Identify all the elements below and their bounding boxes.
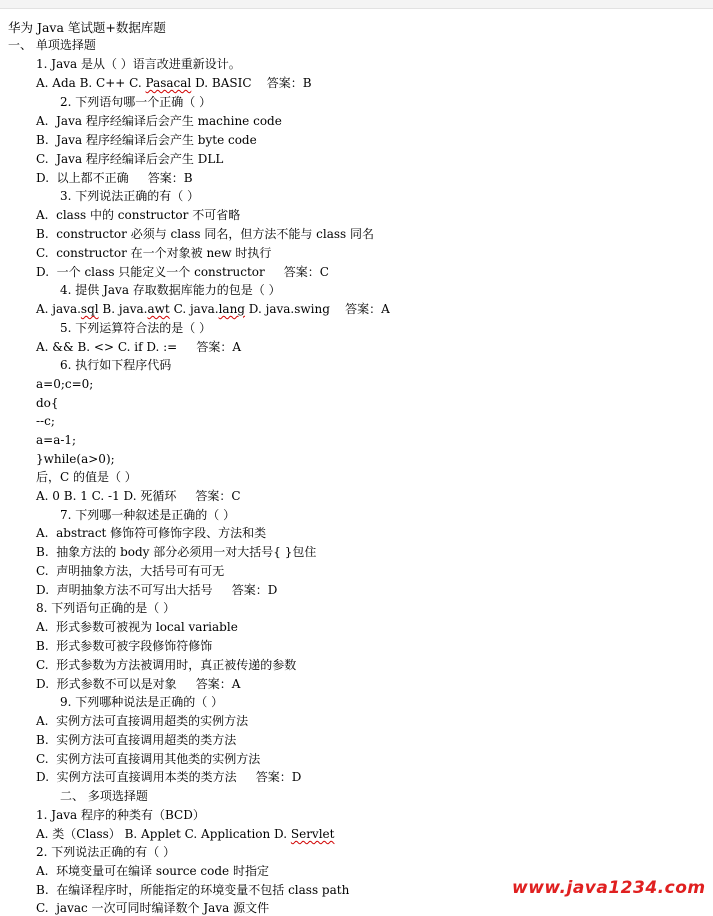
spellcheck-word: lang [218,302,245,316]
option-line: C. Java 程序经编译后会产生 DLL [36,152,224,166]
section-heading: 一、 单项选择题 [8,38,96,52]
option-line: A. class 中的 constructor 不可省略 [36,208,241,222]
option-line: B. 形式参数可被字段修饰符修饰 [36,639,213,653]
option-line: C. constructor 在一个对象被 new 时执行 [36,246,272,260]
question-6-prompt: 后，C 的值是（ ） [36,470,137,484]
question-4-options [36,301,390,317]
question-1-options [36,75,312,91]
text-segment: C. java. [169,302,219,316]
text-segment: D. java.swing 答案：A [244,302,390,316]
code-line: --c; [36,414,55,428]
option-line: A. Java 程序经编译后会产生 machine code [36,114,282,128]
option-line: B. 抽象方法的 body 部分必须用一对大括号{ }包住 [36,545,317,559]
option-line: C. 实例方法可直接调用其他类的实例方法 [36,752,261,766]
section-heading: 二、 多项选择题 [60,789,148,803]
option-line: C. 声明抽象方法，大括号可有可无 [36,564,225,578]
multi-question-1-options [36,826,334,842]
spellcheck-word: awt [147,302,170,316]
option-line: C. 形式参数为方法被调用时，真正被传递的参数 [36,658,297,672]
text-segment: D. BASIC 答案：B [191,76,312,90]
multi-question-2: 2. 下列说法正确的有（ ） [36,845,176,859]
question-5: 5. 下列运算符合法的是（ ） [60,321,212,335]
multi-question-1: 1. Java 程序的种类有（BCD） [36,808,205,822]
code-line: do{ [36,396,59,410]
top-strip [0,0,713,9]
option-line: B. constructor 必须与 class 同名，但方法不能与 class 同名 [36,227,375,241]
code-line: a=0;c=0; [36,377,94,391]
option-line: A. 实例方法可直接调用超类的实例方法 [36,714,249,728]
code-line: }while(a>0); [36,452,115,466]
option-line: B. 在编译程序时，所能指定的环境变量不包括 class path [36,883,350,897]
text-segment: A. java. [36,302,81,316]
spellcheck-word: sql [80,302,99,316]
question-9: 9. 下列哪种说法是正确的（ ） [60,695,224,709]
option-line: D. 形式参数不可以是对象 答案：A [36,677,241,691]
option-line: B. 实例方法可直接调用超类的类方法 [36,733,237,747]
text-segment: A. Ada B. C++ C. [36,76,146,90]
option-line: A. 0 B. 1 C. -1 D. 死循环 答案：C [36,489,241,503]
option-line: D. 实例方法可直接调用本类的类方法 答案：D [36,770,302,784]
option-line: D. 声明抽象方法不可写出大括号 答案：D [36,583,278,597]
site-watermark: www.java1234.com [512,878,706,898]
text-segment: B. java. [98,302,148,316]
spellcheck-word: Pasacal [145,76,192,90]
document-title: 华为 Java 笔试题+数据库题 [8,20,166,35]
question-6: 6. 执行如下程序代码 [60,358,172,372]
option-line: A. abstract 修饰符可修饰字段、方法和类 [36,526,267,540]
text-segment: A. 类（Class） B. Applet C. Application D. [36,827,291,841]
option-line: D. 以上都不正确 答案：B [36,171,193,185]
option-line: C. javac 一次可同时编译数个 Java 源文件 [36,901,270,915]
question-8: 8. 下列语句正确的是（ ） [36,601,176,615]
question-7: 7. 下列哪一种叙述是正确的（ ） [60,508,236,522]
question-1: 1. Java 是从（ ）语言改进重新设计。 [36,57,241,71]
code-line: a=a-1; [36,433,77,447]
spellcheck-word: Servlet [290,827,335,841]
option-line: B. Java 程序经编译后会产生 byte code [36,133,257,147]
question-3: 3. 下列说法正确的有（ ） [60,189,200,203]
option-line: A. 环境变量可在编译 source code 时指定 [36,864,269,878]
question-2: 2. 下列语句哪一个正确（ ） [60,95,212,109]
option-line: D. 一个 class 只能定义一个 constructor 答案：C [36,265,329,279]
question-4: 4. 提供 Java 存取数据库能力的包是（ ） [60,283,281,297]
option-line: A. && B. <> C. if D. := 答案：A [36,340,241,354]
option-line: A. 形式参数可被视为 local variable [36,620,238,634]
